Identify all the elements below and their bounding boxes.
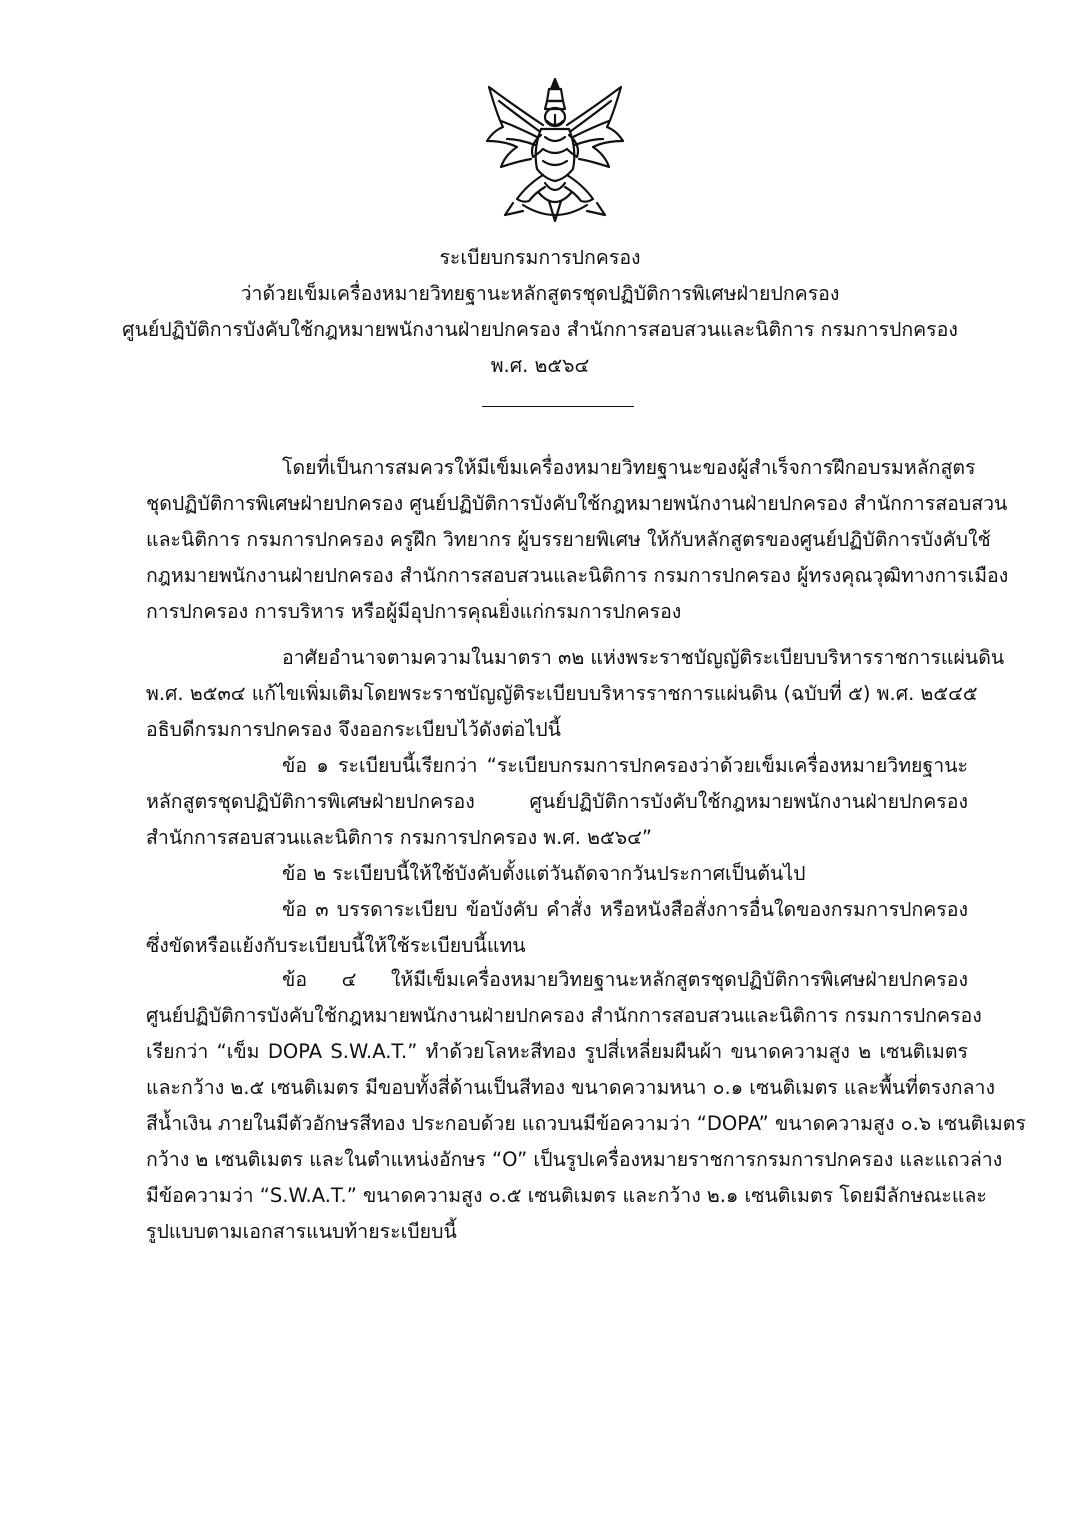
clause-3-paragraph [146,892,968,964]
authority-paragraph [146,640,1005,748]
clause-4-line: สีน้ำเงิน ภายในมีตัวอักษรสีทอง ประกอบด้วย แถวบนมีข้อความว่า “DOPA” ขนาดความสูง ๐.๖ เซนติเมตร [146,1112,1026,1135]
authority-line: อธิบดีกรมการปกครอง จึงออกระเบียบไว้ดังต่อไปนี้ [146,718,561,741]
clause-3-line: ข้อ ๓ บรรดาระเบียบ ข้อบังคับ คำสั่ง หรือหนังสือสั่งการอื่นใดของกรมการปกครอง [282,898,968,921]
clause-1-line: สำนักการสอบสวนและนิติการ กรมการปกครอง พ.ศ. ๒๕๖๔” [146,826,652,849]
clause-4-line: ข้อ ๔ ให้มีเข็มเครื่องหมายวิทยฐานะหลักสูตรชุดปฏิบัติการพิเศษฝ่ายปกครอง [282,968,968,991]
regulation-title: ระเบียบกรมการปกครอง [439,246,641,269]
preamble-line: โดยที่เป็นการสมควรให้มีเข็มเครื่องหมายวิทยฐานะของผู้สำเร็จการฝึกอบรมหลักสูตร [282,456,976,479]
preamble-line: กฎหมายพนักงานฝ่ายปกครอง สำนักการสอบสวนและนิติการ กรมการปกครอง ผู้ทรงคุณวุฒิทางการเมือง [146,564,1009,587]
preamble-paragraph [146,450,1009,630]
regulation-subtitle-2: ศูนย์ปฏิบัติการบังคับใช้กฎหมายพนักงานฝ่ายปกครอง สำนักการสอบสวนและนิติการ กรมการปกครอง [122,318,958,341]
regulation-subtitle-1: ว่าด้วยเข็มเครื่องหมายวิทยฐานะหลักสูตรชุดปฏิบัติการพิเศษฝ่ายปกครอง [240,282,840,305]
regulation-year: พ.ศ. ๒๕๖๔ [490,354,590,377]
clause-4-paragraph [146,962,1026,1250]
preamble-line: ชุดปฏิบัติการพิเศษฝ่ายปกครอง ศูนย์ปฏิบัติการบังคับใช้กฎหมายพนักงานฝ่ายปกครอง สำนักการสอบสวน [146,492,1008,515]
authority-line: พ.ศ. ๒๕๓๔ แก้ไขเพิ่มเติมโดยพระราชบัญญัติระเบียบบริหารราชการแผ่นดิน (ฉบับที่ ๕) พ.ศ. ๒๕๔๕ [146,682,978,705]
clause-4-line: มีข้อความว่า “S.W.A.T.” ขนาดความสูง ๐.๕ เซนติเมตร และกว้าง ๒.๑ เซนติเมตร โดยมีลักษณะและ [146,1184,987,1207]
authority-line: อาศัยอำนาจตามความในมาตรา ๓๒ แห่งพระราชบัญญัติระเบียบบริหารราชการแผ่นดิน [282,646,1005,669]
clause-1-paragraph [146,748,968,856]
clause-2-paragraph [146,856,968,892]
clause-2-line: ข้อ ๒ ระเบียบนี้ให้ใช้บังคับตั้งแต่วันถัดจากวันประกาศเป็นต้นไป [282,862,806,885]
preamble-line: การปกครอง การบริหาร หรือผู้มีอุปการคุณยิ่งแก่กรมการปกครอง [146,600,682,623]
header-divider [482,406,634,407]
clause-4-line: รูปแบบตามเอกสารแนบท้ายระเบียบนี้ [146,1220,457,1243]
clause-4-line: เรียกว่า “เข็ม DOPA S.W.A.T.” ทำด้วยโลหะสีทอง รูปสี่เหลี่ยมผืนผ้า ขนาดความสูง ๒ เซนติเมตร [146,1040,968,1063]
clause-4-line: กว้าง ๒ เซนติเมตร และในตำแหน่งอักษร “O” เป็นรูปเครื่องหมายราชการกรมการปกครอง และแถวล่าง [146,1148,1003,1171]
garuda-emblem-icon [483,75,627,225]
clause-4-line: ศูนย์ปฏิบัติการบังคับใช้กฎหมายพนักงานฝ่ายปกครอง สำนักการสอบสวนและนิติการ กรมการปกครอง [146,1004,982,1027]
clause-1-line: ข้อ ๑ ระเบียบนี้เรียกว่า “ระเบียบกรมการปกครองว่าด้วยเข็มเครื่องหมายวิทยฐานะ [282,754,968,777]
clause-3-line: ซึ่งขัดหรือแย้งกับระเบียบนี้ให้ใช้ระเบียบนี้แทน [146,934,526,957]
preamble-line: และนิติการ กรมการปกครอง ครูฝึก วิทยากร ผู้บรรยายพิเศษ ให้กับหลักสูตรของศูนย์ปฏิบัติการบังคับใช้ [146,528,991,551]
clause-1-line: หลักสูตรชุดปฏิบัติการพิเศษฝ่ายปกครอง ศูนย์ปฏิบัติการบังคับใช้กฎหมายพนักงานฝ่ายปกครอง [146,790,968,813]
clause-4-line: และกว้าง ๒.๕ เซนติเมตร มีขอบทั้งสี่ด้านเป็นสีทอง ขนาดความหนา ๐.๑ เซนติเมตร และพื้นที่ตรงกลาง [146,1076,995,1099]
